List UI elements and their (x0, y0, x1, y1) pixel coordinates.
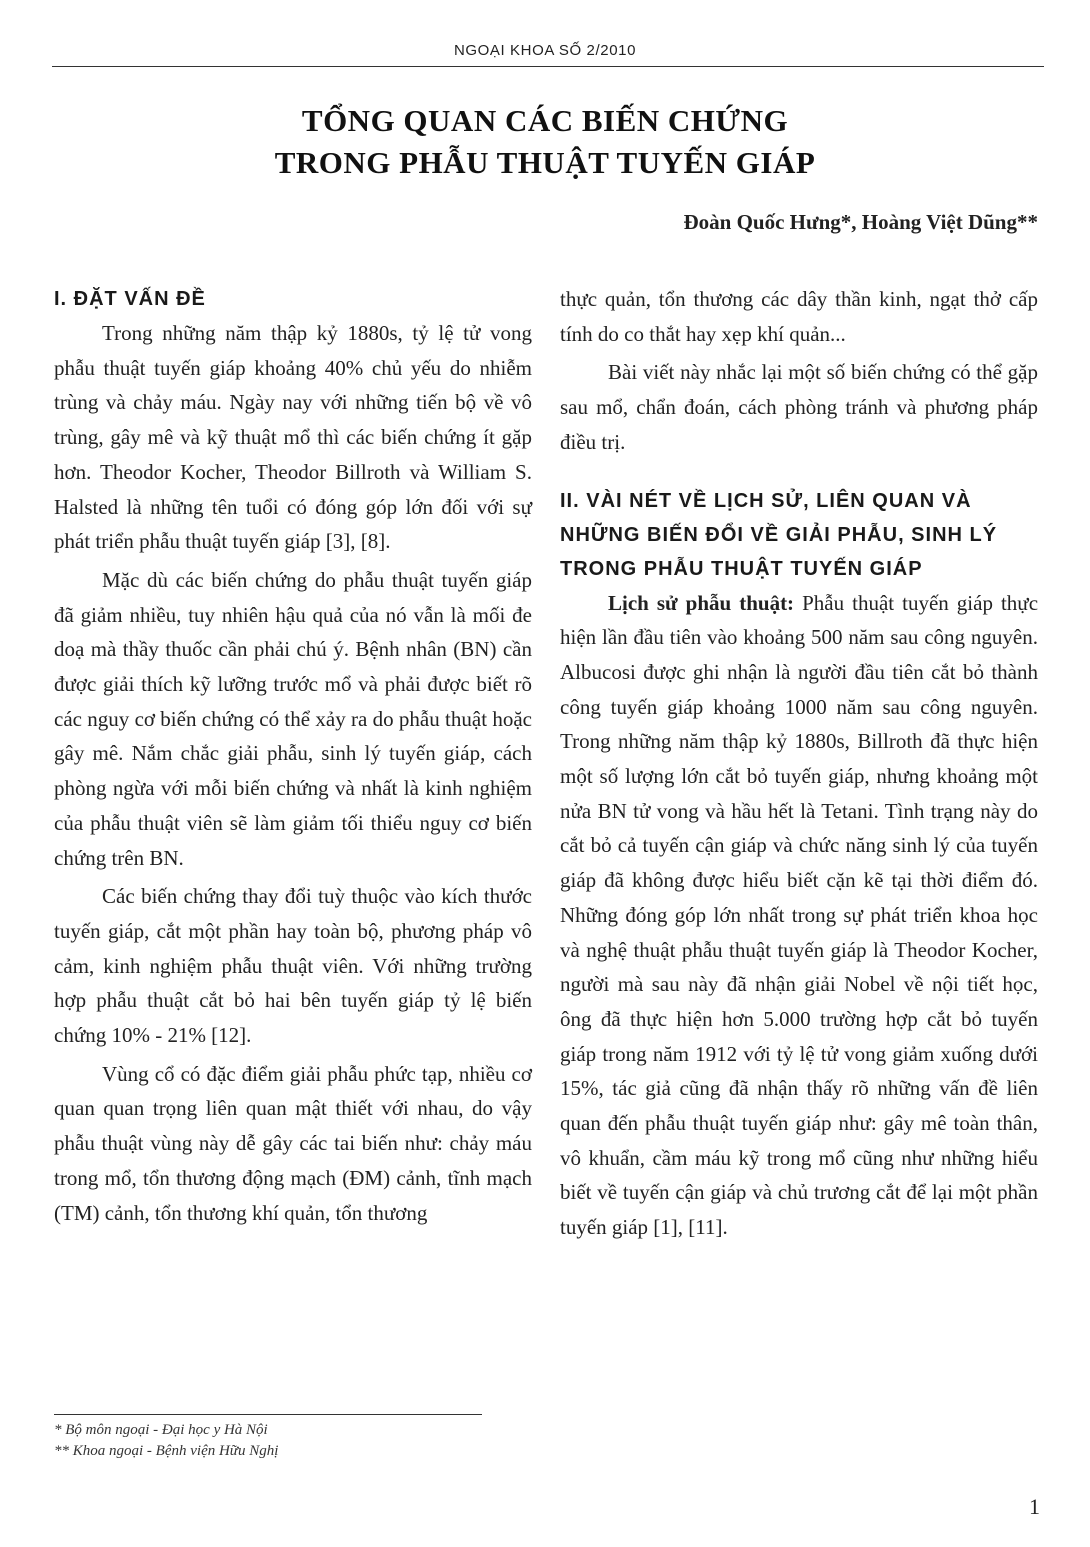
column-left (54, 282, 532, 1230)
section-2-heading: II. VÀI NÉT VỀ LỊCH SỬ, LIÊN QUAN VÀ NHỮNG BIẾN ĐỔI VỀ GIẢI PHẪU, SINH LÝ TRONG PHẪU THUẬT TUYẾN GIÁP (560, 489, 998, 580)
section-1-heading: I. ĐẶT VẤN ĐỀ (54, 288, 206, 310)
section-1-paragraph: Các biến chứng thay đổi tuỳ thuộc vào kích thước tuyến giáp, cắt một phần hay toàn bộ, phương pháp vô cảm, kinh nghiệm phẫu thuật viên. Với những trường hợp phẫu thuật cắt bỏ hai bên tuyến giáp tỷ lệ biến chứng 10% - 21% [12]. (54, 884, 532, 1048)
history-subheading: Lịch sử phẫu thuật: (608, 590, 795, 615)
footnotes (54, 1420, 278, 1462)
footnote-affiliation-2: ** Khoa ngoại - Bệnh viện Hữu Nghị (54, 1443, 279, 1459)
section-1-closing-paragraph: Bài viết này nhắc lại một số biến chứng có thể gặp sau mổ, chẩn đoán, cách phòng tránh và phương pháp điều trị. (560, 360, 1038, 454)
section-1-paragraph: Vùng cổ có đặc điểm giải phẫu phức tạp, nhiều cơ quan quan trọng liên quan mật thiết với nhau, do vậy phẫu thuật vùng này dễ gây các tai biến như: chảy máu trong mổ, tổn thương động mạch (ĐM) cảnh, tĩnh mạch (TM) cảnh, tổn thương khí quản, tổn thương (54, 1061, 532, 1225)
title-line-2: TRONG PHẪU THUẬT TUYẾN GIÁP (274, 145, 816, 180)
title-line-1: TỔNG QUAN CÁC BIẾN CHỨNG (301, 103, 789, 138)
section-1-paragraph: Mặc dù các biến chứng do phẫu thuật tuyến giáp đã giảm nhiều, tuy nhiên hậu quả của nó vẫn là mối đe doạ mà thầy thuốc cần phải chú ý. Bệnh nhân (BN) cần được giải thích kỹ lưỡng trước mổ và phải được biết rõ các nguy cơ biến chứng có thể xảy ra do phẫu thuật hoặc gây mê. Nắm chắc giải phẫu, sinh lý tuyến giáp, cách phòng ngừa với mỗi biến chứng và nhất là kinh nghiệm của phẫu thuật viên sẽ làm giảm tối thiểu nguy cơ biến chứng trên BN. (54, 567, 532, 870)
authors: Đoàn Quốc Hưng*, Hoàng Việt Dũng** (683, 210, 1038, 234)
history-text: Phẫu thuật tuyến giáp thực hiện lần đầu tiên vào khoảng 500 năm sau công nguyên. Albucosi được ghi nhận là người đầu tiên cắt bỏ thành công tuyến giáp khoảng 1000 năm sau công nguyên. Trong những năm thập kỷ 1880s, Billroth đã thực hiện một số lượng lớn cắt bỏ tuyến giáp, nhưng khoảng một nửa BN tử vong và hầu hết là Tetani. Tình trạng này do cắt bỏ cả tuyến cận giáp và chức năng sinh lý của tuyến giáp đã không được hiểu biết cặn kẽ tại thời điểm đó. Những đóng góp lớn nhất trong sự phát triển khoa học và nghệ thuật phẫu thuật tuyến giáp là Theodor Kocher, người mà sau này đã nhận giải Nobel về nội tiết học, ông đã thực hiện hơn 5.000 trường hợp cắt bỏ tuyến giáp trong năm 1912 với tỷ lệ tử vong giảm xuống dưới 15%, tác giả cũng đã nhận thấy rõ những vấn đề liên quan đến phẫu thuật tuyến giáp như: gây mê toàn thân, vô khuẩn, cầm máu kỹ trong mổ cũng như những hiểu biết về tuyến cận giáp và chủ trương cắt để lại một phần tuyến giáp [1], [11]. (560, 590, 1039, 1240)
footnote-rule (54, 1414, 482, 1415)
footnote-affiliation-1: * Bộ môn ngoại - Đại học y Hà Nội (54, 1422, 268, 1438)
section-1-paragraph: Trong những năm thập kỷ 1880s, tỷ lệ tử vong phẫu thuật tuyến giáp khoảng 40% chủ yếu do nhiễm trùng và chảy máu. Ngày nay với những tiến bộ về vô trùng, gây mê và kỹ thuật mổ thì các biến chứng ít gặp hơn. Theodor Kocher, Theodor Billroth và William S. Halsted là những tên tuổi có đóng góp lớn đối với sự phát triển phẫu thuật tuyến giáp [3], [8]. (54, 321, 532, 554)
section-2-paragraph (560, 586, 1038, 1245)
article-title (0, 100, 1090, 184)
page-number: 1 (1029, 1494, 1040, 1519)
running-head: NGOẠI KHOA SỐ 2/2010 (453, 42, 637, 59)
section-1-continuation: thực quản, tổn thương các dây thần kinh, ngạt thở cấp tính do co thắt hay xẹp khí quản... (560, 287, 1038, 346)
header-rule (52, 66, 1044, 67)
column-right (560, 282, 1038, 1245)
